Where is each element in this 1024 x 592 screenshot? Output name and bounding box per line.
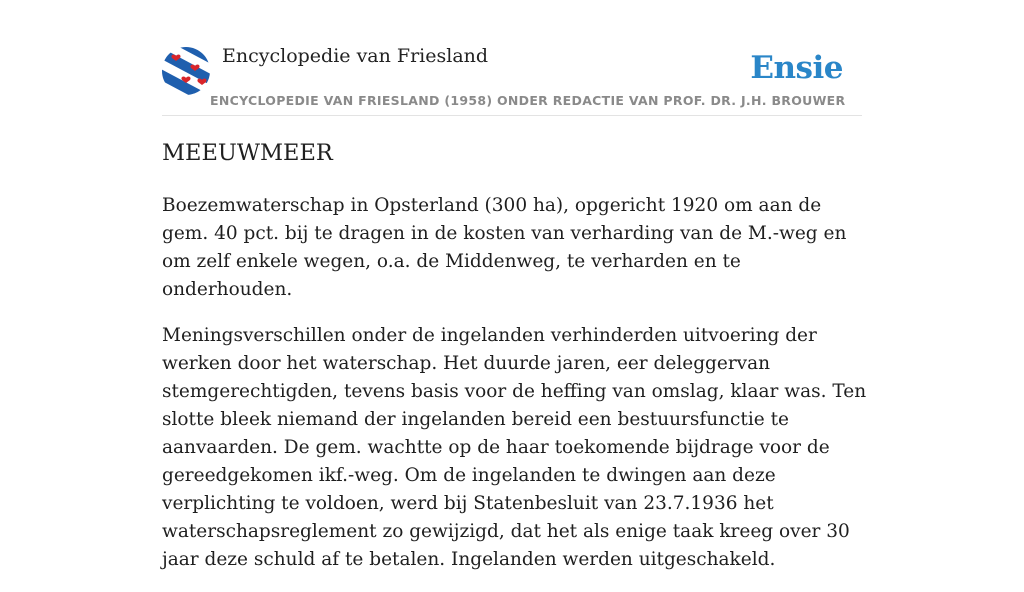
site-title-link[interactable]: Encyclopedie van Friesland xyxy=(222,45,489,67)
article-title: MEEUWMEER xyxy=(162,140,333,166)
article-body xyxy=(162,192,867,592)
article-paragraph: Boezemwaterschap in Opsterland (300 ha), opgericht 1920 om aan de gem. 40 pct. bij te dragen in de kosten van verharding van de M.-weg en om zelf enkele wegen, o.a. de Middenweg, te verharden en te onderhouden. xyxy=(162,195,847,300)
article-paragraph: Meningsverschillen onder de ingelanden verhinderden uitvoering der werken door het waterschap. Het duurde jaren, eer deleggervan stemgerechtigden, tevens basis voor de heffing van omslag, klaar was. Ten slotte bleek niemand der ingelanden bereid een bestuursfunctie te aanvaarden. De gem. wachtte op de haar toekomende bijdrage voor de gereedgekomen ikf.-weg. Om de ingelanden te dwingen aan deze verplichting te voldoen, werd bij Statenbesluit van 23.7.1936 het waterschapsreglement zo gewijzigd, dat het als enige taak kreeg over 30 jaar deze schuld af te betalen. Ingelanden werden uitgeschakeld. xyxy=(162,325,867,570)
frisian-flag-icon[interactable] xyxy=(162,47,210,95)
header-divider xyxy=(162,115,862,116)
ensie-brand-link[interactable]: Ensie xyxy=(750,50,843,86)
encyclopedia-subtitle: ENCYCLOPEDIE VAN FRIESLAND (1958) ONDER REDACTIE VAN PROF. DR. J.H. BROUWER xyxy=(210,93,846,108)
